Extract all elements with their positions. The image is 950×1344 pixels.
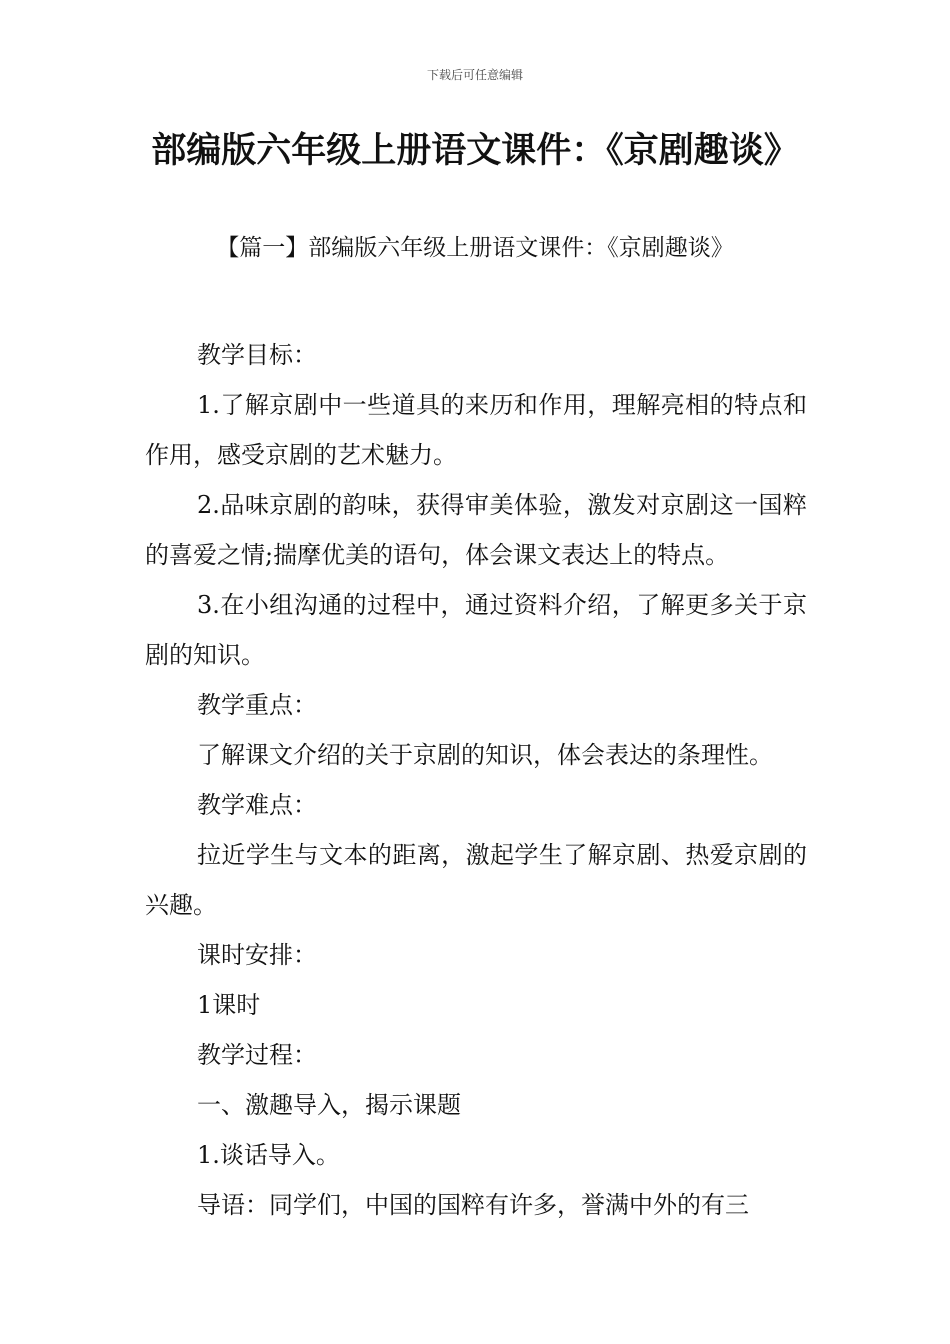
goal-2-paragraph: 2.品味京剧的韵味，获得审美体验，激发对京剧这一国粹的喜爱之情;揣摩优美的语句，体会课文表达上的特点。 [145,491,807,569]
heading-difficulties: 教学难点： [197,791,317,819]
heading-key-points: 教学重点： [197,691,317,719]
goal-3-paragraph: 3.在小组沟通的过程中，通过资料介绍，了解更多关于京剧的知识。 [145,591,807,669]
heading-schedule: 课时安排： [197,941,317,969]
goal-1-paragraph: 1.了解京剧中一些道具的来历和作用，理解亮相的特点和作用，感受京剧的艺术魅力。 [145,391,807,469]
document-subtitle: 【篇一】部编版六年级上册语文课件：《京剧趣谈》 [216,235,734,261]
heading-process: 教学过程： [197,1041,317,1069]
process-step-1-heading: 一、激趣导入，揭示课题 [197,1091,461,1119]
heading-teaching-goals: 教学目标： [197,341,317,369]
process-step-1-1: 1.谈话导入。 [197,1141,340,1169]
document-title: 部编版六年级上册语文课件：《京剧趣谈》 [151,131,799,171]
difficulties-paragraph: 拉近学生与文本的距离，激起学生了解京剧、热爱京剧的兴趣。 [145,841,807,919]
schedule-paragraph: 1课时 [197,991,261,1019]
header-note: 下载后可任意编辑 [426,68,523,82]
intro-speech-paragraph: 导语：同学们，中国的国粹有许多，誉满中外的有三 [197,1191,749,1219]
document-body [145,330,807,1230]
key-points-paragraph: 了解课文介绍的关于京剧的知识，体会表达的条理性。 [197,741,773,769]
